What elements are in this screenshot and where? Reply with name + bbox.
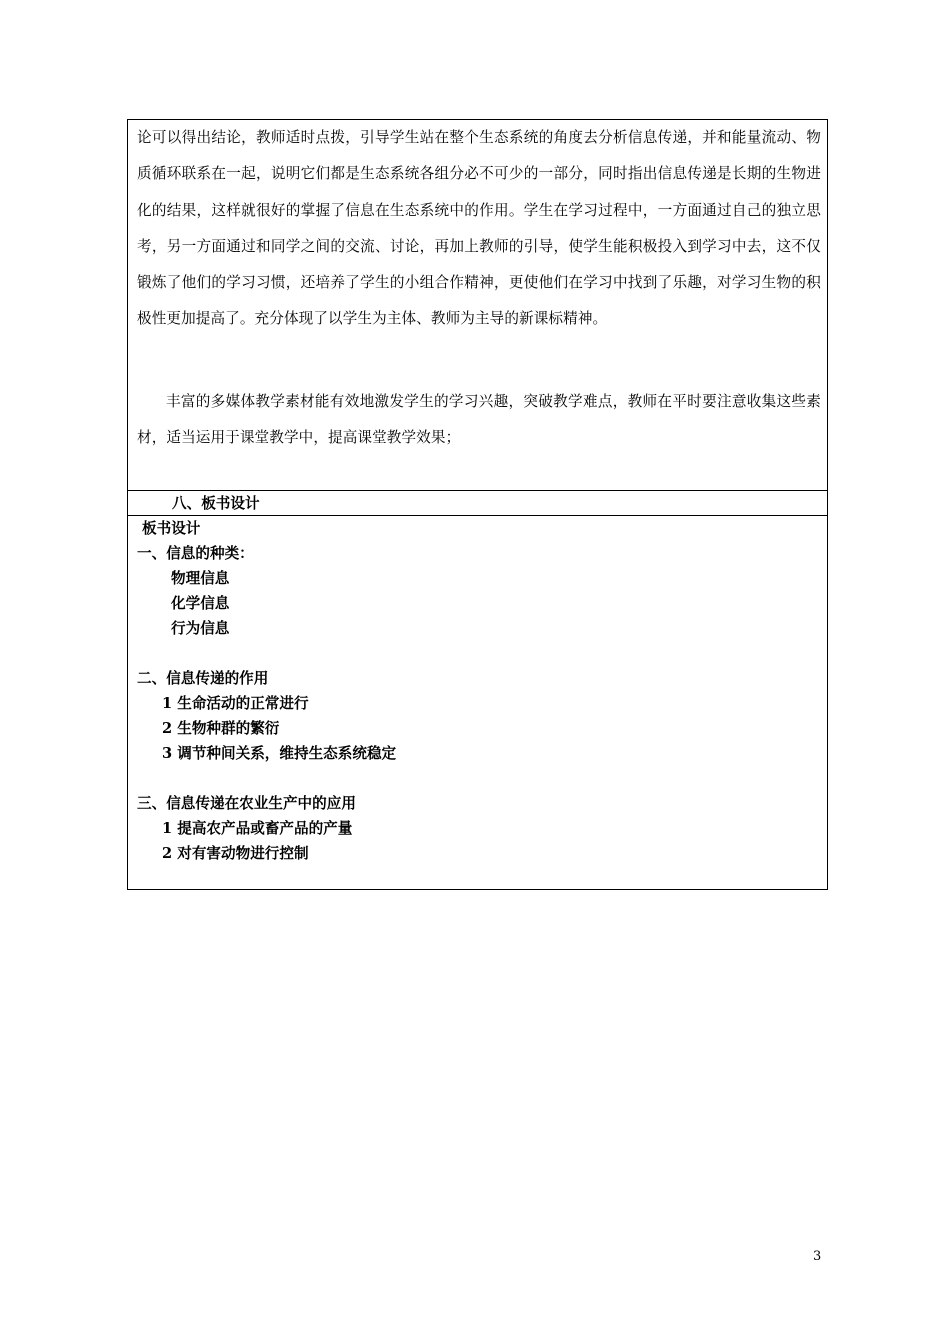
board-item: 3 调节种间关系，维持生态系统稳定 [162,745,397,762]
reflection-paragraph: 丰富的多媒体教学素材能有效地激发学生的学习兴趣，突破教学难点，教师在平时要注意收集这些素材，适当运用于课堂教学中，提高课堂教学效果； [137,393,821,447]
board-item: 行为信息 [171,620,230,637]
board-item: 化学信息 [171,595,230,612]
board-heading: 三、信息传递在农业生产中的应用 [137,795,356,812]
board-item: 1 提高农产品或畜产品的产量 [162,820,353,837]
board-item: 1 生命活动的正常进行 [162,695,309,712]
blackboard-design-cell [127,515,828,890]
section-header-cell [127,490,828,516]
section-heading: 八、板书设计 [172,495,260,512]
reflection-paragraph: 论可以得出结论，教师适时点拨，引导学生站在整个生态系统的角度去分析信息传递，并和能量流动、物质循环联系在一起，说明它们都是生态系统各组分必不可少的一部分，同时指出信息传递是长期的生物进化的结果，这样就很好的掌握了信息在生态系统中的作用。学生在学习过程中，一方面通过自己的独立思考，另一方面通过和同学之间的交流、讨论，再加上教师的引导，使学生能积极投入到学习中去，这不仅锻炼了他们的学习习惯，还培养了学生的小组合作精神，更使他们在学习中找到了乐趣，对学习生物的积极性更加提高了。充分体现了以学生为主体、教师为主导的新课标精神。 [137,129,821,328]
board-item: 2 生物种群的繁衍 [162,720,280,737]
page-number: 3 [813,1249,822,1264]
board-item: 2 对有害动物进行控制 [162,845,309,862]
board-heading: 一、信息的种类： [137,545,254,562]
teaching-reflection-cell [127,119,828,491]
board-item: 物理信息 [171,570,230,587]
board-title: 板书设计 [142,520,201,537]
board-heading: 二、信息传递的作用 [137,670,269,687]
